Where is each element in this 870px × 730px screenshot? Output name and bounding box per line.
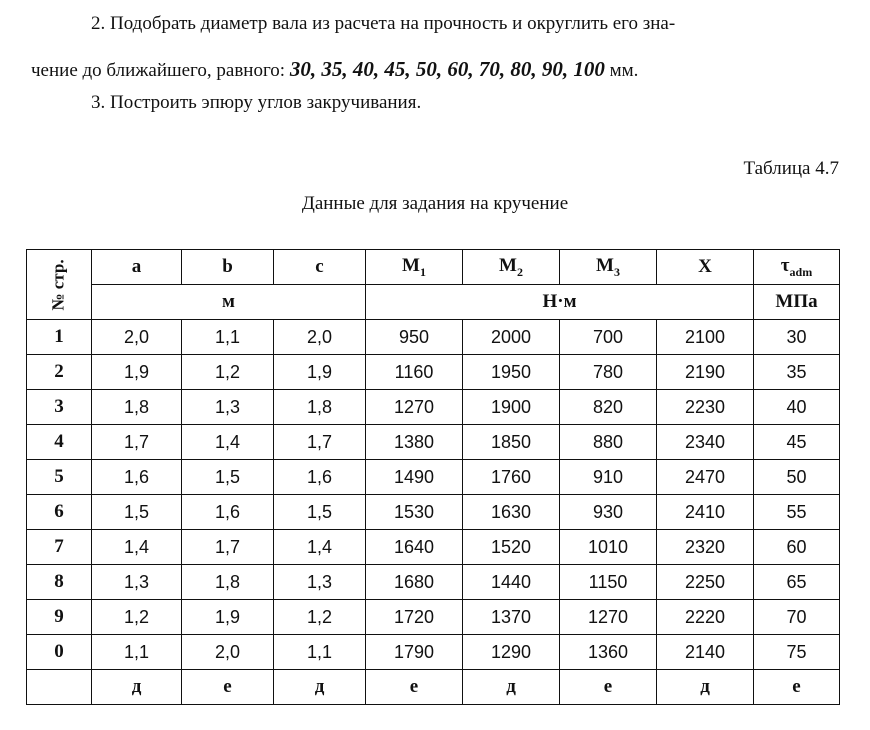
header-tau-letter: τ [780, 254, 790, 276]
table-number: Таблица 4.7 [743, 158, 839, 179]
header-b: b [182, 250, 274, 285]
header-a: a [92, 250, 182, 285]
row-number-cell: 0 [27, 635, 92, 670]
footer-cell: д [463, 670, 560, 705]
footer-cell: д [92, 670, 182, 705]
table-cell: 1520 [463, 530, 560, 565]
diameter-values: 30, 35, 40, 45, 50, 60, 70, 80, 90, 100 [289, 57, 605, 81]
task-item-2-line2 [31, 57, 638, 83]
row-number-header [27, 250, 92, 320]
unit-length: м [92, 285, 366, 320]
table-cell: 1720 [366, 600, 463, 635]
table-row [27, 635, 840, 670]
table-cell: 1850 [463, 425, 560, 460]
footer-cell: е [366, 670, 463, 705]
table-cell: 950 [366, 320, 463, 355]
row-number-cell: 2 [27, 355, 92, 390]
table-cell: 2220 [657, 600, 754, 635]
header-m1-sub: 1 [419, 264, 426, 279]
header-m1 [366, 250, 463, 285]
table-cell: 1950 [463, 355, 560, 390]
table-cell: 1,1 [92, 635, 182, 670]
task-item-2-line2-end: мм. [604, 60, 639, 81]
table-cell: 910 [560, 460, 657, 495]
table-cell: 2,0 [92, 320, 182, 355]
table-row [27, 320, 840, 355]
units-row [27, 285, 840, 320]
table-cell: 880 [560, 425, 657, 460]
table-cell: 55 [754, 495, 840, 530]
table-cell: 1790 [366, 635, 463, 670]
header-m1-letter: M [402, 254, 420, 276]
table-cell: 1440 [463, 565, 560, 600]
table-cell: 1010 [560, 530, 657, 565]
table-cell: 930 [560, 495, 657, 530]
table-row [27, 425, 840, 460]
footer-cell: е [182, 670, 274, 705]
table-cell: 1,9 [182, 600, 274, 635]
table-row [27, 495, 840, 530]
table-cell: 1,8 [274, 390, 366, 425]
table-cell: 1,9 [92, 355, 182, 390]
table-cell: 1,3 [274, 565, 366, 600]
footer-row [27, 670, 840, 705]
header-x: X [657, 250, 754, 285]
row-number-cell: 8 [27, 565, 92, 600]
table-cell: 1,6 [182, 495, 274, 530]
table-cell: 1,8 [92, 390, 182, 425]
header-m2-sub: 2 [516, 264, 523, 279]
table-cell: 1270 [366, 390, 463, 425]
table-cell: 40 [754, 390, 840, 425]
row-number-cell: 5 [27, 460, 92, 495]
table-cell: 1,4 [182, 425, 274, 460]
table-cell: 2190 [657, 355, 754, 390]
table-cell: 1150 [560, 565, 657, 600]
table-cell: 1630 [463, 495, 560, 530]
table-cell: 1360 [560, 635, 657, 670]
footer-cell: д [274, 670, 366, 705]
table-cell: 1160 [366, 355, 463, 390]
table-cell: 1490 [366, 460, 463, 495]
footer-cell: е [560, 670, 657, 705]
task-item-2-line2-start: чение до ближайшего, равного: [31, 60, 290, 81]
row-number-cell: 1 [27, 320, 92, 355]
table-row [27, 355, 840, 390]
row-number-cell: 9 [27, 600, 92, 635]
table-cell: 65 [754, 565, 840, 600]
header-m3-sub: 3 [613, 264, 620, 279]
header-m3-letter: M [596, 254, 614, 276]
table-cell: 1,5 [182, 460, 274, 495]
table-cell: 1,1 [274, 635, 366, 670]
table-cell: 1,3 [92, 565, 182, 600]
table-cell: 70 [754, 600, 840, 635]
row-number-cell: 4 [27, 425, 92, 460]
table-cell: 820 [560, 390, 657, 425]
table-cell: 1270 [560, 600, 657, 635]
table-body [27, 320, 840, 670]
footer-cell: е [754, 670, 840, 705]
table-cell: 700 [560, 320, 657, 355]
table-row [27, 460, 840, 495]
table-cell: 1,1 [182, 320, 274, 355]
table-cell: 1,8 [182, 565, 274, 600]
table-cell: 1,2 [274, 600, 366, 635]
unit-moment: Н·м [366, 285, 754, 320]
table-cell: 2320 [657, 530, 754, 565]
header-m3 [560, 250, 657, 285]
table-cell: 1,3 [182, 390, 274, 425]
table-cell: 1680 [366, 565, 463, 600]
header-tau [754, 250, 840, 285]
table-title: Данные для задания на кручение [301, 193, 569, 214]
table-row [27, 390, 840, 425]
table-cell: 1,7 [182, 530, 274, 565]
table-cell: 2410 [657, 495, 754, 530]
table-cell: 75 [754, 635, 840, 670]
table-cell: 1,5 [92, 495, 182, 530]
row-number-cell: 7 [27, 530, 92, 565]
table-cell: 30 [754, 320, 840, 355]
row-number-cell: 6 [27, 495, 92, 530]
table-cell: 1,7 [274, 425, 366, 460]
table-cell: 50 [754, 460, 840, 495]
table-cell: 2,0 [274, 320, 366, 355]
header-tau-sub: adm [789, 264, 813, 279]
table-cell: 1380 [366, 425, 463, 460]
table-cell: 1290 [463, 635, 560, 670]
header-row [27, 250, 840, 285]
table-cell: 1,6 [274, 460, 366, 495]
table-cell: 2470 [657, 460, 754, 495]
table-cell: 1530 [366, 495, 463, 530]
task-item-3: 3. Построить эпюру углов закручивания. [91, 92, 422, 113]
table-cell: 2000 [463, 320, 560, 355]
table-cell: 1900 [463, 390, 560, 425]
table-cell: 1,9 [274, 355, 366, 390]
table-cell: 2140 [657, 635, 754, 670]
table-row [27, 565, 840, 600]
table-cell: 2100 [657, 320, 754, 355]
table-cell: 45 [754, 425, 840, 460]
unit-stress: МПа [754, 285, 840, 320]
row-number-label: № стр. [49, 258, 68, 311]
header-c: c [274, 250, 366, 285]
footer-cell: д [657, 670, 754, 705]
table-cell: 1,7 [92, 425, 182, 460]
header-m2 [463, 250, 560, 285]
data-table [26, 249, 840, 705]
table-cell: 1,4 [92, 530, 182, 565]
task-item-2-line1: 2. Подобрать диаметр вала из расчета на прочность и округлить его зна- [91, 13, 676, 34]
table-cell: 2230 [657, 390, 754, 425]
table-cell: 1,4 [274, 530, 366, 565]
table-cell: 780 [560, 355, 657, 390]
table-cell: 1640 [366, 530, 463, 565]
table-cell: 60 [754, 530, 840, 565]
table-cell: 1760 [463, 460, 560, 495]
table-cell: 2340 [657, 425, 754, 460]
table-cell: 2,0 [182, 635, 274, 670]
footer-cell [27, 670, 92, 705]
row-number-cell: 3 [27, 390, 92, 425]
table-row [27, 530, 840, 565]
table-cell: 35 [754, 355, 840, 390]
header-m2-letter: M [499, 254, 517, 276]
table-cell: 1370 [463, 600, 560, 635]
table-cell: 1,5 [274, 495, 366, 530]
table-cell: 1,2 [182, 355, 274, 390]
table-cell: 2250 [657, 565, 754, 600]
table-cell: 1,6 [92, 460, 182, 495]
table-cell: 1,2 [92, 600, 182, 635]
table-row [27, 600, 840, 635]
